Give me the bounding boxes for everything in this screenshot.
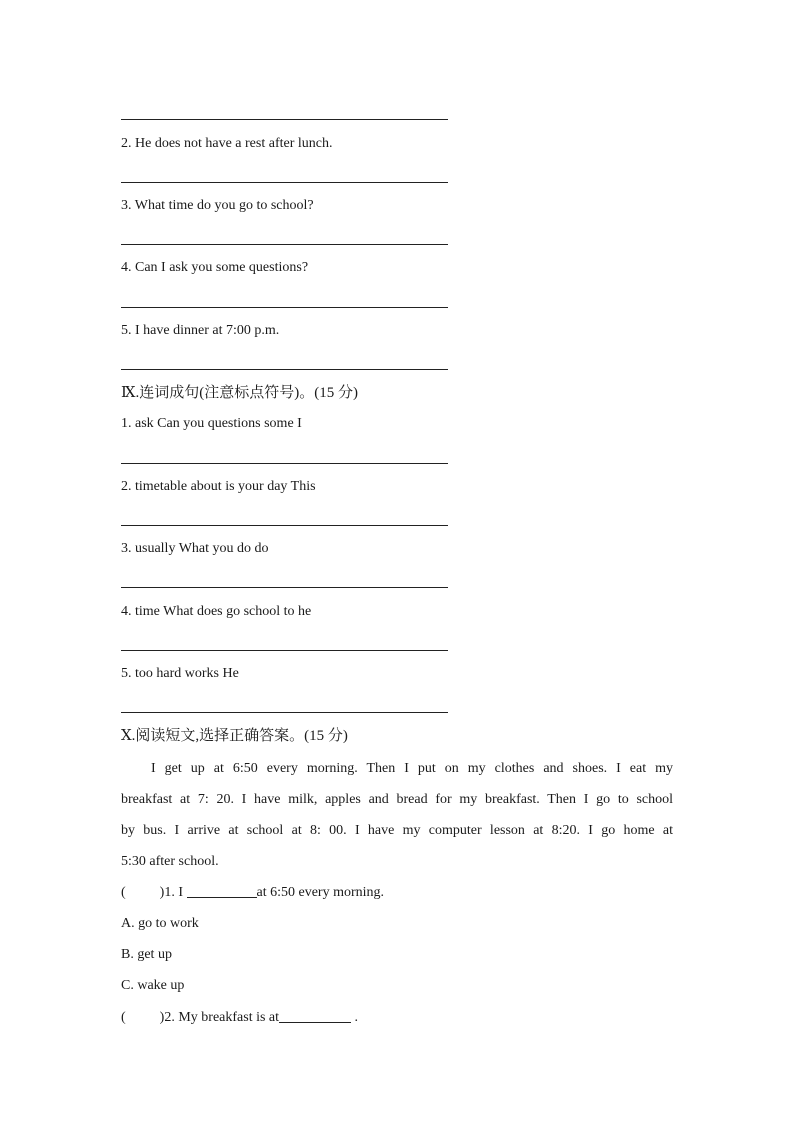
q1-stem: )1. I [159, 885, 183, 900]
answer-line-s9-4[interactable] [121, 650, 448, 651]
answer-line-s9-1[interactable] [121, 463, 448, 464]
passage-line-1: I get up at 6:50 every morning. Then I put on my clothes and shoes. I eat my [151, 761, 673, 776]
s9-item-2: 2. timetable about is your day This [121, 479, 316, 494]
answer-line-s9-3[interactable] [121, 587, 448, 588]
q1-option-b[interactable]: B. get up [121, 947, 172, 962]
question-1 [121, 883, 384, 902]
answer-line-s9-5[interactable] [121, 712, 448, 713]
answer-line-s9-2[interactable] [121, 525, 448, 526]
s9-item-3: 3. usually What you do do [121, 541, 269, 556]
question-2 [121, 1008, 358, 1027]
s9-item-5: 5. too hard works He [121, 666, 239, 681]
s8-sentence-2: 2. He does not have a rest after lunch. [121, 136, 333, 151]
q1-answer-slot[interactable] [126, 884, 160, 898]
passage-line-2: breakfast at 7: 20. I have milk, apples and bread for my breakfast. Then I go to school [121, 792, 673, 807]
q1-open-paren: ( [121, 885, 126, 900]
passage-line-4: 5:30 after school. [121, 854, 219, 869]
q1-fill-blank[interactable] [187, 883, 257, 898]
q2-stem-end: . [351, 1010, 359, 1025]
q1-stem-end: at 6:50 every morning. [256, 885, 385, 900]
s8-sentence-4: 4. Can I ask you some questions? [121, 260, 309, 275]
s8-sentence-3: 3. What time do you go to school? [121, 198, 314, 213]
answer-line-s8-4[interactable] [121, 307, 448, 308]
s9-item-1: 1. ask Can you questions some I [121, 416, 302, 431]
section-9-heading: Ⅸ.连词成句(注意标点符号)。(15 分) [121, 385, 358, 401]
q2-answer-slot[interactable] [126, 1009, 160, 1023]
reading-passage [121, 753, 673, 877]
answer-line-s8-5[interactable] [121, 369, 448, 370]
s8-sentence-5: 5. I have dinner at 7:00 p.m. [121, 323, 280, 338]
q2-open-paren: ( [121, 1010, 126, 1025]
q1-option-c[interactable]: C. wake up [121, 978, 185, 993]
passage-line-3: by bus. I arrive at school at 8: 00. I have my computer lesson at 8:20. I go home at [121, 823, 673, 838]
answer-line-s8-3[interactable] [121, 244, 448, 245]
s9-item-4: 4. time What does go school to he [121, 604, 312, 619]
answer-line-s8-1[interactable] [121, 119, 448, 120]
q2-stem: )2. My breakfast is at [159, 1010, 280, 1025]
q1-option-a[interactable]: A. go to work [121, 916, 199, 931]
section-10-heading: Ⅹ.阅读短文,选择正确答案。(15 分) [121, 728, 348, 744]
answer-line-s8-2[interactable] [121, 182, 448, 183]
q2-fill-blank[interactable] [279, 1008, 351, 1023]
